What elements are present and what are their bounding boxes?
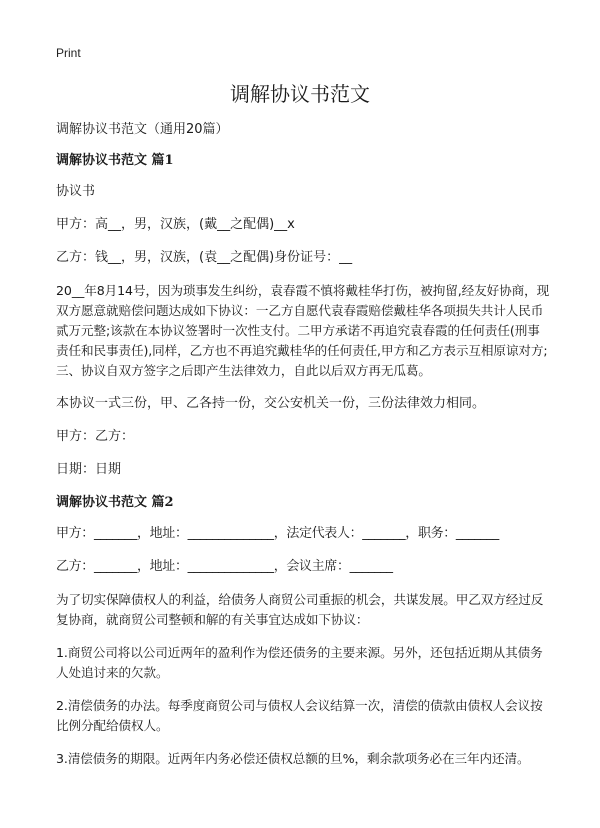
section-1-paragraph-2: 本协议一式三份，甲、乙各持一份，交公安机关一份，三份法律效力相同。 (56, 396, 486, 411)
section-1-party-b: 乙方：钱__，男，汉族，(袁__之配偶)身份证号：__ (56, 250, 353, 265)
section-2-intro: 为了切实保障债权人的利益，给债务人商贸公司重振的机会，共谋发展。甲乙双方经过反复协商，就商贸公司整顿和解的有关事宜达成如下协议： (56, 592, 544, 627)
document-subtitle: 调解协议书范文（通用20篇） (56, 122, 229, 137)
section-1-heading: 调解协议书范文 篇1 (56, 153, 174, 168)
print-label[interactable]: Print (56, 46, 81, 60)
section-2-item-3: 3.清偿债务的期限。近两年内务必偿还债权总额的旦%，剩余款项务必在三年内还清。 (56, 751, 530, 766)
document-title: 调解协议书范文 (230, 82, 370, 106)
document-body (56, 120, 550, 782)
section-1-paragraph-1: 20__年8月14号，因为琐事发生纠纷，袁春霞不慎将戴桂华打伤，被拘留,经友好协商，现双方愿意就赔偿问题达成如下协议：一乙方自愿代袁春霞赔偿戴桂华各项损失共计人民币贰万元整;该款在本协议签署时一次性支付。二甲方承诺不再追究袁春霞的任何责任(刑事责任和民事责任),同样，乙方也不再追究戴桂华的任何责任,甲方和乙方表示互相原谅对方;三、协议自双方签字之后即产生法律效力，自此以后双方再无瓜葛。 (56, 283, 550, 378)
section-2-party-a: 甲方：_______，地址：______________，法定代表人：_______，职务：_______ (56, 526, 499, 541)
section-1-date: 日期：日期 (56, 462, 122, 477)
section-1-signatures: 甲方：乙方： (56, 429, 135, 444)
section-1-label: 协议书 (56, 184, 96, 199)
section-2-item-1: 1.商贸公司将以公司近两年的盈利作为偿还债务的主要来源。另外，还包括近期从其债务人处追讨来的欠款。 (56, 645, 543, 680)
section-2-heading: 调解协议书范文 篇2 (56, 495, 174, 510)
section-2-item-2: 2.清偿债务的办法。每季度商贸公司与债权人会议结算一次，清偿的债款由债权人会议按比例分配给债权人。 (56, 698, 543, 733)
section-1-party-a: 甲方：高__，男，汉族，(戴__之配偶)__x (56, 217, 295, 232)
section-2-party-b: 乙方：_______，地址：______________，会议主席：_______ (56, 559, 393, 574)
